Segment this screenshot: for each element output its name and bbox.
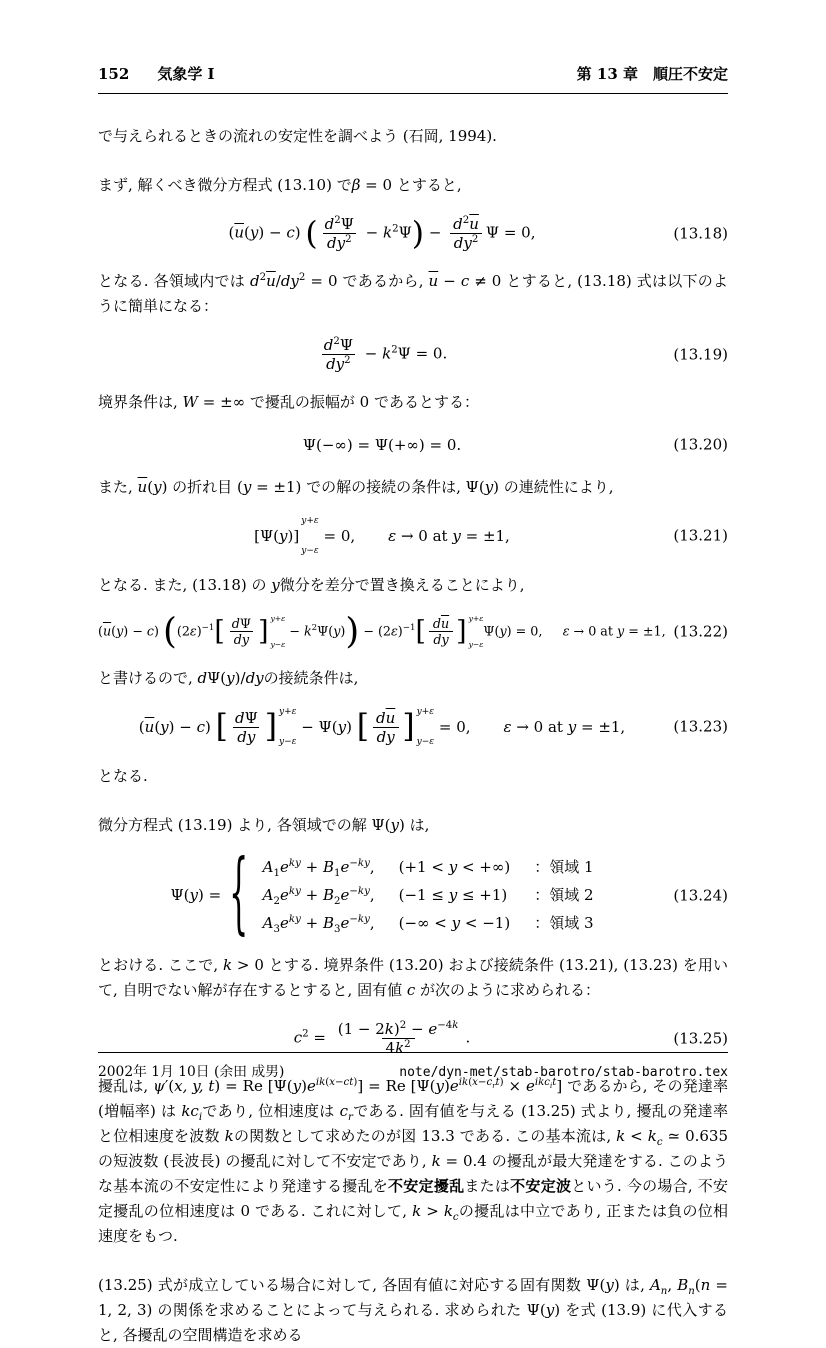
paragraph-tonaru: となる. <box>98 767 148 786</box>
paragraph-difference: となる. また, (13.18) の y微分を差分で置き換えることにより, <box>98 576 525 595</box>
equation-number: (13.19) <box>673 345 728 363</box>
paragraph-eigenvalue: とおける. ここで, k > 0 とする. 境界条件 (13.20) および接続条件 (13.21), (13.23) を用いて, 自明でない解が存在するとすると, 固有値 c が次のように求められる： <box>98 956 728 1000</box>
footer-file-path: note/dyn-met/stab-barotro/stab-barotro.tex <box>399 1065 728 1080</box>
cases-grid <box>263 855 594 936</box>
case-row3-label: ：領域 3 <box>534 914 594 933</box>
equation-number: (13.20) <box>673 435 728 454</box>
equation-number: (13.23) <box>673 717 728 736</box>
case-row2-cond: (−1 ≤ y ≤ +1) <box>398 886 508 905</box>
equation-body: $(\overline{u}(y) - c)$ [ $\frac{d\Psi}{dy}$ ] y+ε y−ε − Ψ(y) [ $\frac{d\overline{u}}{dy}$ ] y+ε y−ε = 0, ε → 0 at y = ±1, <box>138 706 626 748</box>
paragraph-eigenfunction: (13.25) 式が成立している場合に対して, 各固有値に対応する固有関数 Ψ(y) は, $A_n$, $B_n(n = 1$, 2, 3) の関係を求めることによって与えられる. 求められた Ψ(y) を式 (13.9) に代入すると, 各擾乱の空間構造を求める <box>98 1276 729 1345</box>
page-footer <box>98 1052 728 1085</box>
paragraph-setup: まず, 解くべき微分方程式 (13.10) でβ = 0 とすると, <box>98 176 462 194</box>
equation-13-21 <box>98 517 728 557</box>
paragraph-boundary: 境界条件は, W = ±∞ で擾乱の振幅が 0 であるとする： <box>98 393 479 411</box>
equation-body: $c^2$ = $\frac{(1 - 2k)^2 - e^{-4k}}{4k^2}$ . <box>293 1020 471 1058</box>
paragraph-intro: で与えられるときの流れの安定性を調べよう (石岡, 1994). <box>98 127 497 145</box>
equation-13-24 <box>98 842 728 946</box>
case-row2-label: ：領域 2 <box>534 886 594 905</box>
case-row1-cond: (+1 < y < +∞) <box>398 858 511 877</box>
left-brace: { <box>229 842 249 946</box>
case-row3-cond: (−∞ < y < −1) <box>398 914 511 933</box>
paragraph-growth-rate: 擾乱は, ψ′(x, y, t) = Re $[\Psi(y)e^{ik(x-ct)}] = Re$ $[\Psi(y)e^{ik(x-c_rt)} \times e^{ikc_it}]$ であるから, その発達率 (増幅率) は $kc_i$であり, 位相速度は $c_r$である. 固有値を与える (13.25) 式より, 擾乱の発達率と位相速度を波数 kの関数として求めたのが図 13.3 である. この基本流は, $k < k_c$ ≃ 0.635 の短波数 (長波長) の擾乱に対して不安定であり, k = 0.4 の擾乱が最大発達をする. このような基本流の不安定性により発達する擾乱を不安定擾乱または不安定波という. 今の場合, 不安定擾乱の位相速度は 0 である. これに対して, $k > k_c$の擾乱は中立であり, 正または負の位相速度をもつ. <box>98 1077 729 1246</box>
case-row1-label: ：領域 1 <box>534 858 594 877</box>
case-row2-expr: $A_2e^{ky} + B_2e^{-ky}$, <box>262 886 375 908</box>
paragraph-solution-intro: 微分方程式 (13.19) より, 各領域での解 Ψ(y) は, <box>98 816 430 835</box>
cases-equation <box>170 842 594 946</box>
case-row3-expr: $A_3e^{ky} + B_3e^{-ky}$, <box>262 914 375 936</box>
equation-number: (13.25) <box>673 1029 728 1048</box>
equation-13-18 <box>98 215 728 252</box>
paragraph-matching: また, $\overline{u}(y)$ の折れ目 (y = ±1) での解の接続の条件は, Ψ(y) の連続性により, <box>98 477 614 496</box>
paragraph-simplify: となる. 各領域内では $d^2\overline{u}/dy^2 = 0$ であるから, $\overline{u} - c \ne 0$ とすると, (13.18) 式は以下のように簡単になる： <box>98 272 729 315</box>
equation-13-22 <box>98 610 728 652</box>
equation-body: [Ψ(y)] y+ε y−ε = 0, ε → 0 at y = ±1, <box>254 515 510 557</box>
equation-body: $(\overline{u}(y) - c)$ ( $\frac{d^2\Psi}{dy^2}$ − $k^2\Psi$) − $\frac{d^2\overline{u}}{dy^2}$ Ψ = 0, <box>228 215 536 252</box>
cases-lhs: Ψ(y) = <box>170 886 222 905</box>
paragraph-connection: と書けるので, dΨ(y)/dyの接続条件は, <box>98 668 359 687</box>
page-header <box>98 62 728 94</box>
equation-number: (13.22) <box>673 622 728 641</box>
equation-number: (13.21) <box>673 526 728 545</box>
equation-13-20 <box>98 432 728 458</box>
equation-13-19 <box>98 336 728 373</box>
equation-number: (13.18) <box>673 224 728 242</box>
equation-body: Ψ(−∞) = Ψ(+∞) = 0. <box>302 435 462 454</box>
equation-body: $(\overline{u}(y) - c)$ ($(2\varepsilon)^{-1}$[ $\frac{d\Psi}{dy}$ ] y+ε y−ε − $k^2\Psi(y)) - (2\varepsilon)^{-1}$[ $\frac{d\overline{u}}{dy}$ ] y+ε y−ε Ψ(y) = 0, ε → 0 at y = ±1, <box>98 610 666 652</box>
course-title: 気象学 I <box>157 65 215 83</box>
footer-date: 2002年 1月 10日 (余田 成男) <box>98 1064 285 1080</box>
equation-number: (13.24) <box>673 886 728 905</box>
equation-13-23 <box>98 708 728 748</box>
equation-body: $\frac{d^2\Psi}{dy^2}$ − $k^2\Psi = 0$. <box>323 336 448 373</box>
case-row1-expr: $A_1e^{ky} + B_1e^{-ky}$, <box>262 858 375 880</box>
page-number: 152 <box>98 65 130 83</box>
chapter-title: 第 13 章 順圧不安定 <box>576 65 728 83</box>
